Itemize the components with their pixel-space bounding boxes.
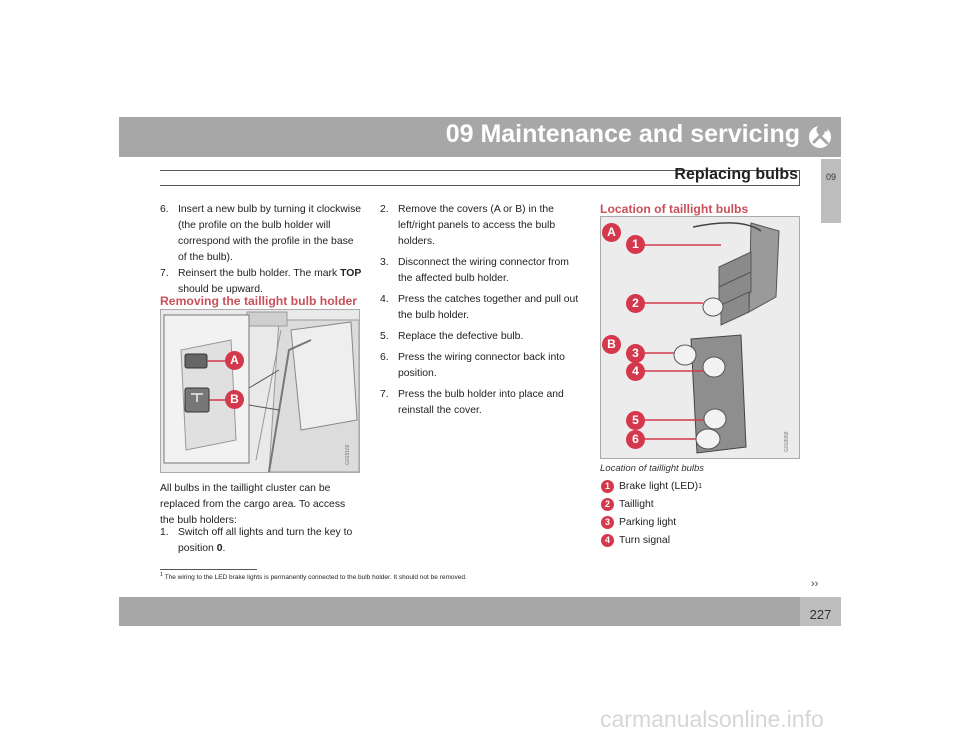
figure-taillight-bulbs [600,216,800,459]
callout-4-badge: 4 [626,362,645,381]
wrench-icon [800,117,841,157]
col2-steps [380,202,582,419]
step-number: 5. [380,331,389,342]
step-number: 4. [380,294,389,305]
watermark: carmanualsonline.info [600,706,824,732]
legend-label: Brake light (LED) [619,480,699,492]
step-item [160,525,362,557]
step-number: 2. [380,204,389,215]
cargo-area-illustration [161,310,359,472]
chapter-side-tab-label: 09 [825,172,836,182]
callout-2-badge: 2 [626,294,645,313]
step-text: Press the bulb holder into place and reinstall the cover. [398,389,564,416]
top-mark: TOP [340,268,362,279]
legend-number: 3 [601,516,614,529]
step-number: 6. [380,352,389,363]
footnote-number: 1 [160,572,164,578]
legend-number: 1 [601,480,614,493]
step-number: 6. [160,204,169,215]
step-text [178,525,362,557]
step-text-part: . [222,543,226,554]
step-item [380,329,582,345]
step-text-part: Switch off all lights and turn the key to position [178,527,353,554]
step-number: 7. [160,268,169,279]
heading-removing-holder: Removing the taillight bulb holder [160,294,358,308]
figure-code: G019166 [345,444,351,465]
callout-6-badge: 6 [626,430,645,449]
step-number: 3. [380,257,389,268]
wrench-icon-box [800,117,841,157]
figure-cargo-area [160,309,360,473]
heading-location-bulbs: Location of taillight bulbs [600,202,749,216]
callout-a-badge: A [225,351,244,370]
step-text: Replace the defective bulb. [398,331,524,342]
step-item [380,202,582,250]
step-text: Press the catches together and pull out the bulb holder. [398,294,579,321]
step-item [380,292,582,324]
step-text-part: Reinsert the bulb holder. The mark [178,268,341,279]
legend-item [601,531,801,549]
figure-code: G018058 [784,431,790,452]
callout-b-badge: B [602,335,621,354]
bulb-legend [601,477,801,549]
callout-b-badge: B [225,390,244,409]
legend-label: Taillight [619,498,654,510]
footnote-text: The wiring to the LED brake lights is permanently connected to the bulb holder. It should not be removed. [164,574,467,582]
step-item [380,255,582,287]
position-zero: 0 [216,543,223,554]
callout-3-badge: 3 [626,344,645,363]
step-item [160,202,362,266]
callout-5-badge: 5 [626,411,645,430]
step-number: 1. [160,527,169,538]
callout-1-badge: 1 [626,235,645,254]
continued-arrows: ›› [811,578,819,590]
footnote-rule [160,569,257,570]
legend-item [601,513,801,531]
legend-number: 2 [601,498,614,511]
step-item [380,387,582,419]
step-item [380,350,582,382]
legend-label: Parking light [619,516,677,528]
col1-steps-top [160,202,362,298]
chapter-title: 09 Maintenance and servicing [445,120,800,148]
footer-bar [119,597,800,626]
step-text-part: should be upward. [178,284,263,295]
footnote-ref: 1 [698,482,703,490]
col1-paragraph: All bulbs in the taillight cluster can be replaced from the cargo area. To access the bulb holders: [160,483,346,526]
legend-label: Turn signal [619,534,671,546]
step-text: Press the wiring connector back into position. [398,352,565,379]
figure-caption: Location of taillight bulbs [600,463,705,474]
col1-steps-bottom [160,525,362,557]
legend-number: 4 [601,534,614,547]
callout-a-badge: A [602,223,621,242]
step-text: Remove the covers (A or B) in the left/right panels to access the bulb holders. [398,204,556,247]
section-title: Replacing bulbs [674,166,798,183]
step-text: Disconnect the wiring connector from the affected bulb holder. [398,257,569,284]
step-text: Insert a new bulb by turning it clockwise (the profile on the bulb holder will correspond with the profile in the base of the bulb). [178,204,362,263]
legend-item [601,477,801,495]
step-number: 7. [380,389,389,400]
page-number: 227 [809,607,832,622]
chapter-side-tab [821,159,841,223]
legend-item [601,495,801,513]
footnote [160,572,467,581]
